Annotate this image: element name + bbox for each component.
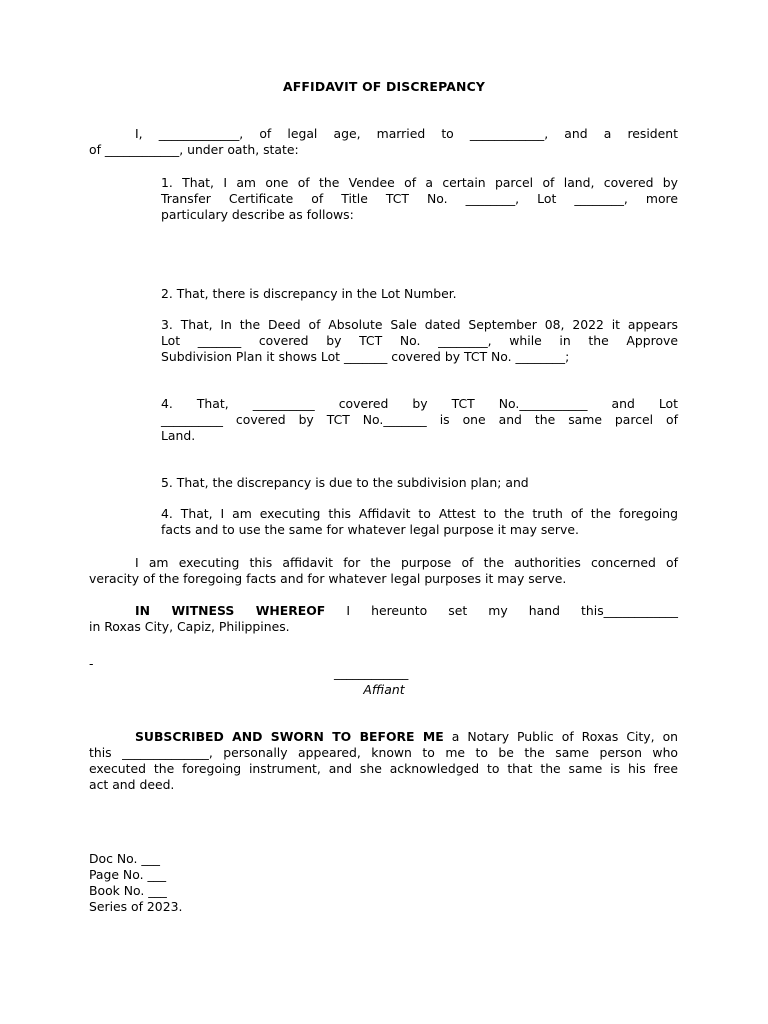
intro-paragraph [89, 126, 678, 158]
purpose-line-1: I am executing this affidavit for the purpose of the authorities concerned of [135, 555, 678, 570]
witness-paragraph [89, 603, 678, 635]
item-2-line-1: 2. That, there is discrepancy in the Lot Number. [161, 286, 457, 301]
item-6-line-2: facts and to use the same for whatever legal purpose it may serve. [161, 522, 579, 537]
item-6 [161, 506, 678, 538]
item-2 [161, 286, 678, 302]
doc-no: Doc No. ___ [89, 851, 160, 866]
item-1-line-2: Transfer Certificate of Title TCT No. ________, Lot ________, more [161, 191, 678, 206]
jurat-line-3: executed the foregoing instrument, and she acknowledged to that the same is his free [89, 761, 678, 776]
witness-heading: IN WITNESS WHEREOF [135, 603, 326, 618]
affiant-label: Affiant [363, 682, 405, 697]
item-3-line-1: 3. That, In the Deed of Absolute Sale dated September 08, 2022 it appears [161, 317, 678, 332]
jurat-line-1: SUBSCRIBED AND SWORN TO BEFORE ME a Notary Public of Roxas City, on [135, 729, 678, 744]
item-4 [161, 396, 678, 444]
purpose-line-2: veracity of the foregoing facts and for whatever legal purposes it may serve. [89, 571, 567, 586]
item-1-line-3: particulary describe as follows: [161, 207, 354, 222]
intro-line-1: I, _____________, of legal age, married to ____________, and a resident [135, 126, 678, 141]
item-4-line-2: __________ covered by TCT No._______ is one and the same parcel of [161, 412, 678, 427]
item-1 [161, 175, 678, 223]
jurat-line-4: act and deed. [89, 777, 175, 792]
jurat-paragraph [89, 729, 678, 793]
witness-line-1: IN WITNESS WHEREOF I hereunto set my hand this____________ [135, 603, 679, 618]
item-5 [161, 475, 678, 491]
witness-line-2: in Roxas City, Capiz, Philippines. [89, 619, 290, 634]
page-no: Page No. ___ [89, 867, 167, 882]
notarial-register [89, 851, 689, 915]
dash-mark: - [89, 656, 94, 671]
item-6-line-1: 4. That, I am executing this Affidavit to Attest to the truth of the foregoing [161, 506, 678, 521]
book-no: Book No. ___ [89, 883, 167, 898]
item-4-line-3: Land. [161, 428, 196, 443]
document-title: AFFIDAVIT OF DISCREPANCY [282, 79, 486, 94]
item-5-line-1: 5. That, the discrepancy is due to the subdivision plan; and [161, 475, 529, 490]
purpose-paragraph [89, 555, 678, 587]
intro-line-2: of ____________, under oath, state: [89, 142, 299, 157]
jurat-heading: SUBSCRIBED AND SWORN TO BEFORE ME [135, 729, 444, 744]
item-3 [161, 317, 678, 365]
series: Series of 2023. [89, 899, 183, 914]
item-4-line-1: 4. That, __________ covered by TCT No.___________ and Lot [161, 396, 678, 411]
signature-line: ____________ [334, 665, 409, 680]
item-1-line-1: 1. That, I am one of the Vendee of a certain parcel of land, covered by [161, 175, 678, 190]
jurat-line-2: this ______________, personally appeared, known to me to be the same person who [89, 745, 678, 760]
item-3-line-2: Lot _______ covered by TCT No. ________, while in the Approve [161, 333, 678, 348]
item-3-line-3: Subdivision Plan it shows Lot _______ covered by TCT No. ________; [161, 349, 570, 364]
